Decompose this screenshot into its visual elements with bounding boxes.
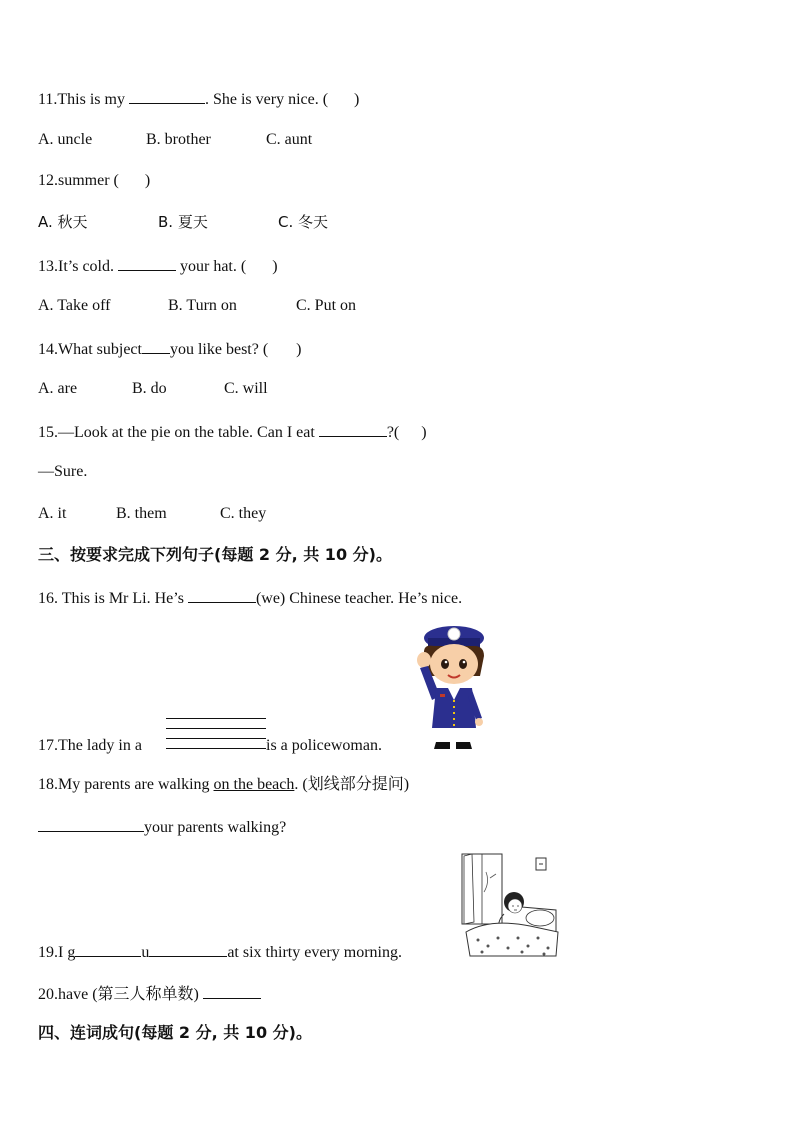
q17-stem-a: 17.The lady in a [38,737,142,754]
q15-reply: —Sure. [38,463,88,480]
q15-option-b[interactable]: B. them [116,505,167,522]
q13-option-a[interactable]: A. Take off [38,297,111,314]
section-3-title: 三、按要求完成下列句子(每题 2 分, 共 10 分)。 [38,545,392,564]
q13-stem-b: your hat. ( [176,258,247,275]
q15-stem-a: 15.—Look at the pie on the table. Can I eat [38,424,319,441]
q15-stem-c: ) [421,424,427,441]
q14-option-a[interactable]: A. are [38,380,78,397]
q14-stem-b: you like best? ( [169,341,269,358]
q11-option-c[interactable]: C. aunt [266,131,313,148]
q13-blank[interactable] [118,255,176,271]
q18-stem-b: . (划线部分提问) [294,776,410,793]
q12-stem-b: ) [144,172,151,189]
question-16 [38,587,462,609]
q19-stem-b: u [141,944,150,961]
q13-stem-c: ) [272,258,278,275]
q15-blank[interactable] [319,421,387,437]
q18-blank[interactable] [38,816,144,832]
q20-stem-a: 20.have (第三人称单数) [38,986,203,1003]
q15-stem-b: ?( [386,424,400,441]
q12-option-b[interactable]: B. 夏天 [158,213,208,231]
q11-stem-a: 11.This is my [38,91,129,108]
bedroom-illustration [460,852,560,958]
q12-option-c[interactable]: C. 冬天 [278,213,329,231]
q16-stem-b: (we) Chinese teacher. He’s nice. [255,590,463,607]
q18-stem-a: 18.My parents are walking [38,776,214,793]
question-12 [38,171,150,191]
q16-stem-a: 16. This is Mr Li. He’s [38,590,188,607]
q11-stem-c: ) [354,91,360,108]
question-19 [38,941,402,963]
q11-stem-b: . She is very nice. ( [204,91,329,108]
q15-option-c[interactable]: C. they [220,505,267,522]
q14-blank[interactable] [142,338,170,354]
q18-underlined-phrase: on the beach [213,776,295,793]
q19-stem-a: 19.I g [38,944,76,961]
question-13 [38,255,278,277]
policewoman-illustration [410,620,490,752]
q12-option-a[interactable]: A. 秋天 [38,213,88,231]
question-18 [38,775,409,795]
q13-option-b[interactable]: B. Turn on [168,297,237,314]
q19-blank-2[interactable] [149,941,227,957]
question-17 [38,736,142,756]
q13-option-c[interactable]: C. Put on [296,297,357,314]
q19-stem-c: at six thirty every morning. [227,944,402,961]
section-4-title: 四、连词成句(每题 2 分, 共 10 分)。 [38,1023,312,1042]
q17-answer-lines[interactable] [166,718,266,750]
q11-option-a[interactable]: A. uncle [38,131,93,148]
q14-stem-c: ) [296,341,302,358]
q18-answer-tail: your parents walking? [144,819,287,836]
question-15 [38,421,427,443]
q16-blank[interactable] [188,587,256,603]
q18-answer-line [38,816,286,838]
q19-blank-1[interactable] [75,941,141,957]
q14-option-c[interactable]: C. will [224,380,268,397]
q15-option-a[interactable]: A. it [38,505,67,522]
q14-option-b[interactable]: B. do [132,380,167,397]
q13-stem-a: 13.It’s cold. [38,258,118,275]
question-20 [38,983,261,1005]
q17-stem-b: is a policewoman. [266,737,382,754]
question-11 [38,88,359,110]
q20-blank[interactable] [203,983,261,999]
q11-option-b[interactable]: B. brother [146,131,211,148]
q11-blank[interactable] [129,88,205,104]
q12-stem-a: 12.summer ( [38,172,119,189]
q14-stem-a: 14.What subject [38,341,142,358]
question-14 [38,338,302,360]
